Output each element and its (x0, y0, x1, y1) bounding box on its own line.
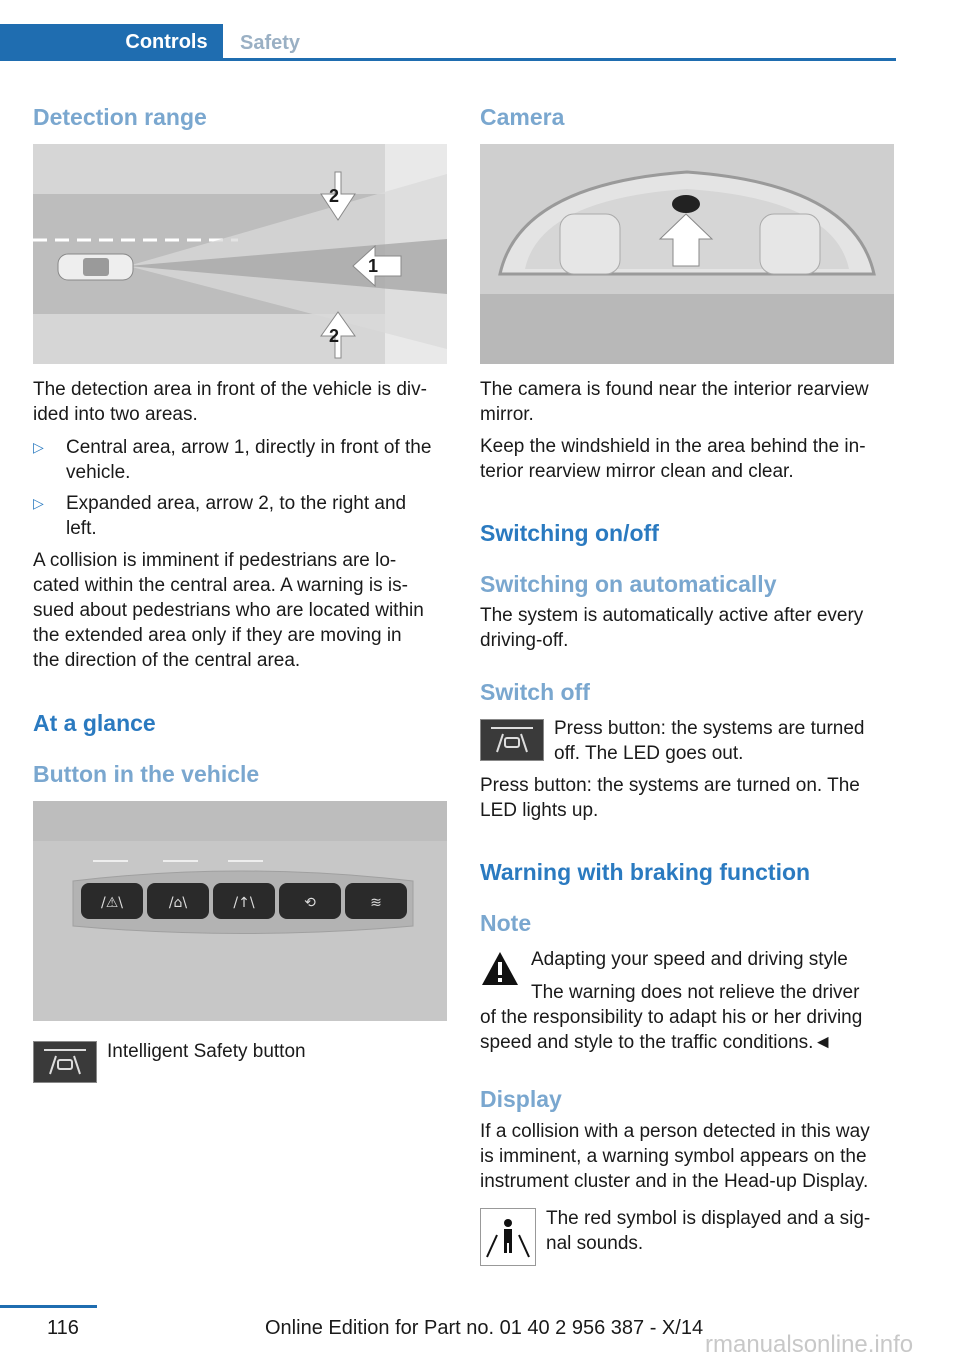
paragraph-line: is imminent, a warning symbol appears on the (480, 1146, 867, 1167)
auto-paragraph (480, 603, 900, 653)
intelligent-safety-caption: Intelligent Safety button (107, 1041, 306, 1062)
paragraph-line: A collision is imminent if pedestrians are lo- (33, 550, 397, 571)
svg-text:/↑\: /↑\ (233, 895, 255, 911)
list-item-line: Expanded area, arrow 2, to the right and (66, 493, 407, 514)
header-rule (0, 58, 896, 61)
note-line-1: Adapting your speed and driving style (531, 949, 848, 970)
switch-off-heading: Switch off (480, 679, 590, 705)
note-line-2: The warning does not relieve the driver (531, 982, 860, 1003)
paragraph-line: Press button: the systems are turned on. The (480, 775, 860, 796)
warning-braking-heading: Warning with braking function (480, 859, 811, 885)
warning-triangle-icon (480, 949, 520, 989)
camera-illustration (480, 144, 894, 364)
figure-label-2-top: 2 (329, 186, 340, 206)
paragraph-line: The camera is found near the interior rearview (480, 379, 869, 400)
svg-text:/⌂\: /⌂\ (168, 895, 188, 911)
tab-controls[interactable] (0, 24, 223, 61)
bullet-triangle-icon: ▷ (33, 495, 44, 511)
tab-controls-label: Controls (125, 31, 208, 53)
paragraph-line: LED lights up. (480, 800, 599, 821)
paragraph-line: The red symbol is displayed and a sig- (546, 1208, 871, 1229)
footer-rule (0, 1305, 97, 1308)
paragraph-line: off. The LED goes out. (554, 743, 744, 764)
paragraph-line: the direction of the central area. (33, 650, 301, 671)
note-heading: Note (480, 910, 532, 936)
detection-paragraph-line: ided into two areas. (33, 404, 198, 425)
switch-on-paragraph (480, 773, 900, 823)
button-panel-illustration (33, 801, 447, 1021)
intelligent-safety-icon (480, 719, 544, 761)
paragraph-line: sued about pedestrians who are located within (33, 600, 424, 621)
display-heading: Display (480, 1086, 562, 1112)
page-number: 116 (47, 1317, 79, 1339)
svg-text:/⚠\: /⚠\ (101, 895, 123, 911)
figure-label-1: 1 (368, 256, 379, 276)
paragraph-line: Keep the windshield in the area behind the in- (480, 436, 866, 457)
keep-clean-paragraph (480, 434, 900, 484)
camera-paragraph (480, 377, 900, 427)
detection-range-heading: Detection range (33, 104, 207, 130)
list-item-line: left. (66, 518, 97, 539)
paragraph-line: instrument cluster and in the Head-up Display. (480, 1171, 869, 1192)
detection-paragraph-line: The detection area in front of the vehicle is div- (33, 379, 427, 400)
edition-text: Online Edition for Part no. 01 40 2 956 387 - X/14 (265, 1317, 704, 1339)
paragraph-line: cated within the central area. A warning is is- (33, 575, 408, 596)
tab-safety[interactable]: Safety (240, 32, 301, 54)
display-paragraph (480, 1119, 900, 1194)
at-a-glance-heading: At a glance (33, 710, 156, 736)
list-item (33, 435, 451, 487)
detection-range-diagram (33, 144, 447, 364)
pedestrian-warning-icon (480, 1208, 536, 1266)
paragraph-line: speed and style to the traffic conditions.◄ (480, 1032, 833, 1053)
svg-text:≋: ≋ (370, 895, 382, 911)
paragraph-line: If a collision with a person detected in this way (480, 1121, 870, 1142)
figure-label-2-bottom: 2 (329, 326, 340, 346)
list-item (33, 491, 451, 543)
paragraph-line: of the responsibility to adapt his or her driving (480, 1007, 863, 1028)
paragraph-line: nal sounds. (546, 1233, 644, 1254)
paragraph-line: The system is automatically active after every (480, 605, 864, 626)
button-in-vehicle-heading: Button in the vehicle (33, 761, 260, 787)
switch-off-paragraph (554, 716, 894, 766)
paragraph-line: the extended area only if they are moving in (33, 625, 402, 646)
watermark: rmanualsonline.info (705, 1331, 914, 1358)
list-item-line: Central area, arrow 1, directly in front of the (66, 437, 432, 458)
paragraph-line: terior rearview mirror clean and clear. (480, 461, 794, 482)
paragraph-line: mirror. (480, 404, 534, 425)
camera-heading: Camera (480, 104, 565, 130)
list-item-line: vehicle. (66, 462, 131, 483)
vehicle-button-panel-photo (33, 801, 447, 1021)
svg-text:⟲: ⟲ (304, 895, 316, 911)
note-paragraph (480, 1005, 900, 1055)
detection-paragraph (33, 377, 451, 427)
paragraph-line: Press button: the systems are turned (554, 718, 865, 739)
intelligent-safety-icon (33, 1041, 97, 1083)
paragraph-line: driving-off. (480, 630, 569, 651)
switching-on-auto-heading: Switching on automatically (480, 571, 777, 597)
switching-onoff-heading: Switching on/off (480, 520, 659, 546)
collision-paragraph (33, 548, 451, 673)
camera-photo (480, 144, 894, 364)
detection-range-figure (33, 144, 447, 364)
bullet-triangle-icon: ▷ (33, 439, 44, 455)
red-symbol-paragraph (546, 1206, 896, 1256)
